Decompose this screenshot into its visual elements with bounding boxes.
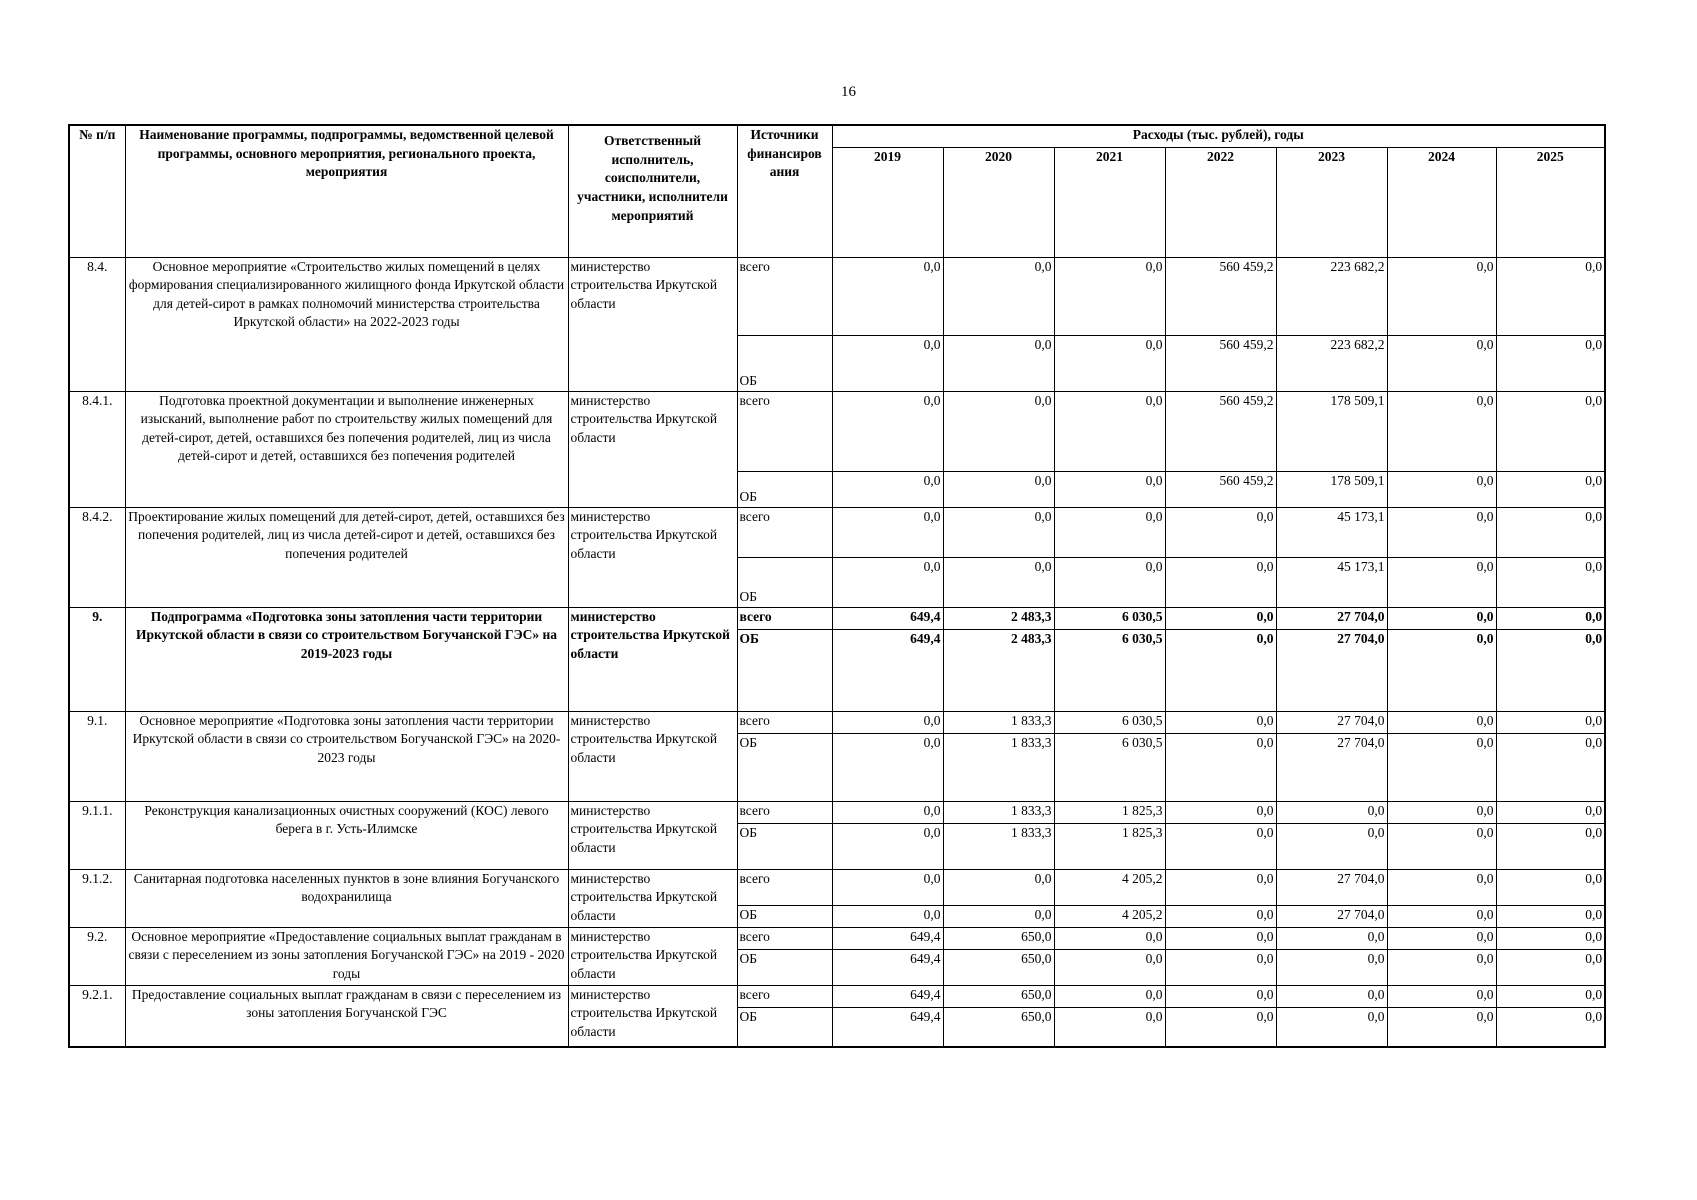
row-value: 0,0: [1387, 949, 1496, 985]
row-value: 0,0: [832, 507, 943, 557]
row-name: Реконструкция канализационных очистных сооружений (КОС) левого берега в г. Усть-Илимске: [125, 801, 568, 869]
row-value: 0,0: [1165, 927, 1276, 949]
row-value: 0,0: [832, 335, 943, 391]
row-value: 223 682,2: [1276, 335, 1387, 391]
row-value: 0,0: [1387, 557, 1496, 607]
row-value: 1 825,3: [1054, 801, 1165, 823]
row-value: 2 483,3: [943, 629, 1054, 711]
row-value: 0,0: [1165, 905, 1276, 927]
row-value: 4 205,2: [1054, 869, 1165, 905]
table-row: [69, 801, 1605, 823]
row-value: 0,0: [1496, 257, 1605, 335]
table-row: [69, 391, 1605, 471]
row-value: 0,0: [1387, 985, 1496, 1007]
row-value: 1 825,3: [1054, 823, 1165, 869]
row-source: всего: [737, 801, 832, 823]
row-number: 8.4.2.: [69, 507, 125, 607]
row-value: 0,0: [1496, 335, 1605, 391]
table-row: [69, 927, 1605, 949]
row-value: 0,0: [1054, 985, 1165, 1007]
row-value: 45 173,1: [1276, 557, 1387, 607]
row-number: 9.2.1.: [69, 985, 125, 1047]
header-year: 2019: [832, 147, 943, 257]
header-name: Наименование программы, подпрограммы, ведомственной целевой программы, основного мероприятия, регионального проекта, мероприятия: [125, 125, 568, 257]
header-year: 2022: [1165, 147, 1276, 257]
row-value: 0,0: [1496, 949, 1605, 985]
row-value: 0,0: [1054, 507, 1165, 557]
row-value: 0,0: [832, 801, 943, 823]
row-value: 0,0: [1496, 391, 1605, 471]
row-value: 0,0: [1387, 905, 1496, 927]
row-value: 0,0: [1165, 629, 1276, 711]
row-value: 178 509,1: [1276, 391, 1387, 471]
row-responsible: министерство строительства Иркутской области: [568, 927, 737, 985]
row-value: 223 682,2: [1276, 257, 1387, 335]
row-value: 0,0: [943, 507, 1054, 557]
row-responsible: министерство строительства Иркутской области: [568, 257, 737, 391]
row-number: 9.2.: [69, 927, 125, 985]
row-source: всего: [737, 507, 832, 557]
row-source: всего: [737, 985, 832, 1007]
header-year: 2024: [1387, 147, 1496, 257]
row-value: 27 704,0: [1276, 607, 1387, 629]
row-value: 650,0: [943, 949, 1054, 985]
row-value: 0,0: [943, 391, 1054, 471]
row-value: 6 030,5: [1054, 607, 1165, 629]
row-value: 0,0: [1387, 629, 1496, 711]
row-value: 0,0: [1387, 391, 1496, 471]
row-value: 0,0: [1496, 869, 1605, 905]
row-value: 649,4: [832, 1007, 943, 1047]
row-value: 0,0: [1496, 927, 1605, 949]
row-value: 4 205,2: [1054, 905, 1165, 927]
row-value: 0,0: [943, 257, 1054, 335]
row-value: 0,0: [1496, 711, 1605, 733]
header-no: № п/п: [69, 125, 125, 257]
row-source: ОБ: [737, 949, 832, 985]
row-value: 0,0: [1496, 1007, 1605, 1047]
row-source: ОБ: [737, 557, 832, 607]
row-source: всего: [737, 869, 832, 905]
row-source: всего: [737, 927, 832, 949]
row-source: всего: [737, 711, 832, 733]
row-value: 0,0: [1165, 869, 1276, 905]
row-value: 0,0: [1496, 733, 1605, 801]
row-value: 650,0: [943, 985, 1054, 1007]
row-value: 0,0: [1496, 607, 1605, 629]
header-year: 2020: [943, 147, 1054, 257]
row-value: 0,0: [943, 335, 1054, 391]
row-value: 6 030,5: [1054, 711, 1165, 733]
row-value: 0,0: [1165, 985, 1276, 1007]
table-row: [69, 607, 1605, 629]
row-value: 1 833,3: [943, 711, 1054, 733]
row-value: 650,0: [943, 927, 1054, 949]
row-source: ОБ: [737, 905, 832, 927]
row-source: ОБ: [737, 733, 832, 801]
table-body: [69, 257, 1605, 1047]
row-value: 0,0: [1165, 949, 1276, 985]
row-name: Предоставление социальных выплат гражданам в связи с переселением из зоны затопления Богучанской ГЭС: [125, 985, 568, 1047]
row-value: 650,0: [943, 1007, 1054, 1047]
row-value: 649,4: [832, 629, 943, 711]
row-value: 0,0: [1387, 1007, 1496, 1047]
table-row: [69, 869, 1605, 905]
row-value: 0,0: [1054, 927, 1165, 949]
row-source: ОБ: [737, 335, 832, 391]
row-value: 560 459,2: [1165, 471, 1276, 507]
header-year: 2021: [1054, 147, 1165, 257]
row-value: 0,0: [1496, 823, 1605, 869]
row-value: 0,0: [1387, 733, 1496, 801]
row-value: 0,0: [1054, 1007, 1165, 1047]
row-value: 0,0: [1276, 801, 1387, 823]
row-value: 0,0: [1165, 801, 1276, 823]
row-source: ОБ: [737, 629, 832, 711]
row-value: 0,0: [832, 733, 943, 801]
header-source: Источники финансиров ания: [737, 125, 832, 257]
row-responsible: министерство строительства Иркутской области: [568, 607, 737, 711]
row-value: 6 030,5: [1054, 733, 1165, 801]
row-value: 0,0: [1276, 1007, 1387, 1047]
row-value: 0,0: [1496, 629, 1605, 711]
row-name: Подготовка проектной документации и выполнение инженерных изысканий, выполнение работ по строительству жилых помещений для детей-сирот, детей, оставшихся без попечения родителей, лиц из числа детей-сирот и детей, оставшихся без попечения родителей: [125, 391, 568, 507]
row-value: 0,0: [1387, 823, 1496, 869]
row-name: Основное мероприятие «Строительство жилых помещений в целях формирования специализированного жилищного фонда Иркутской области для детей-сирот в рамках полномочий министерства строительства Иркутской области» на 2022-2023 годы: [125, 257, 568, 391]
row-value: 0,0: [1387, 471, 1496, 507]
row-value: 0,0: [1165, 607, 1276, 629]
row-responsible: министерство строительства Иркутской области: [568, 869, 737, 927]
row-value: 27 704,0: [1276, 905, 1387, 927]
row-responsible: министерство строительства Иркутской области: [568, 507, 737, 607]
row-value: 6 030,5: [1054, 629, 1165, 711]
table-row: [69, 985, 1605, 1007]
row-value: 0,0: [832, 823, 943, 869]
row-name: Санитарная подготовка населенных пунктов в зоне влияния Богучанского водохранилища: [125, 869, 568, 927]
row-value: 0,0: [1387, 335, 1496, 391]
row-value: 0,0: [832, 711, 943, 733]
row-value: 560 459,2: [1165, 391, 1276, 471]
row-value: 0,0: [943, 557, 1054, 607]
row-value: 1 833,3: [943, 801, 1054, 823]
row-value: 0,0: [943, 471, 1054, 507]
row-number: 9.1.: [69, 711, 125, 801]
row-responsible: министерство строительства Иркутской области: [568, 391, 737, 507]
row-value: 0,0: [1496, 985, 1605, 1007]
row-value: 0,0: [1387, 507, 1496, 557]
row-value: 0,0: [1387, 257, 1496, 335]
row-value: 0,0: [1276, 823, 1387, 869]
row-number: 9.: [69, 607, 125, 711]
row-value: 0,0: [1387, 869, 1496, 905]
row-value: 0,0: [943, 905, 1054, 927]
row-number: 9.1.2.: [69, 869, 125, 927]
row-value: 0,0: [1496, 471, 1605, 507]
row-name: Подпрограмма «Подготовка зоны затопления части территории Иркутской области в связи со строительством Богучанской ГЭС» на 2019-2023 годы: [125, 607, 568, 711]
row-value: 1 833,3: [943, 733, 1054, 801]
row-value: 560 459,2: [1165, 257, 1276, 335]
row-value: 649,4: [832, 949, 943, 985]
row-value: 178 509,1: [1276, 471, 1387, 507]
row-value: 0,0: [1054, 557, 1165, 607]
row-value: 27 704,0: [1276, 629, 1387, 711]
row-value: 0,0: [1165, 507, 1276, 557]
row-value: 27 704,0: [1276, 733, 1387, 801]
header-year: 2023: [1276, 147, 1387, 257]
row-value: 0,0: [1165, 823, 1276, 869]
table-row: [69, 711, 1605, 733]
row-value: 0,0: [1496, 507, 1605, 557]
row-value: 649,4: [832, 607, 943, 629]
row-value: 45 173,1: [1276, 507, 1387, 557]
row-responsible: министерство строительства Иркутской области: [568, 711, 737, 801]
row-name: Основное мероприятие «Подготовка зоны затопления части территории Иркутской области в связи со строительством Богучанской ГЭС» на 2020-2023 годы: [125, 711, 568, 801]
row-value: 0,0: [1054, 257, 1165, 335]
row-value: 0,0: [1276, 985, 1387, 1007]
row-value: 0,0: [1387, 801, 1496, 823]
row-value: 0,0: [832, 557, 943, 607]
row-value: 27 704,0: [1276, 711, 1387, 733]
row-value: 649,4: [832, 985, 943, 1007]
row-value: 0,0: [1276, 949, 1387, 985]
row-value: 0,0: [1054, 471, 1165, 507]
table-row: [69, 507, 1605, 557]
row-value: 0,0: [1496, 801, 1605, 823]
row-value: 0,0: [1165, 1007, 1276, 1047]
row-source: ОБ: [737, 1007, 832, 1047]
table-row: [69, 257, 1605, 335]
row-number: 8.4.1.: [69, 391, 125, 507]
row-value: 2 483,3: [943, 607, 1054, 629]
header-responsible: Ответственный исполнитель, соисполнители, участники, исполнители мероприятий: [568, 125, 737, 257]
row-value: 0,0: [1165, 557, 1276, 607]
row-value: 0,0: [832, 905, 943, 927]
row-value: 0,0: [832, 869, 943, 905]
row-value: 0,0: [1165, 733, 1276, 801]
row-value: 0,0: [1054, 949, 1165, 985]
row-value: 27 704,0: [1276, 869, 1387, 905]
budget-table: [68, 124, 1606, 1048]
header-expenses: Расходы (тыс. рублей), годы: [832, 125, 1605, 147]
row-value: 0,0: [1276, 927, 1387, 949]
row-number: 9.1.1.: [69, 801, 125, 869]
row-name: Проектирование жилых помещений для детей-сирот, детей, оставшихся без попечения родителей, лиц из числа детей-сирот и детей, оставшихся без попечения родителей: [125, 507, 568, 607]
row-value: 560 459,2: [1165, 335, 1276, 391]
row-source: всего: [737, 257, 832, 335]
header-year: 2025: [1496, 147, 1605, 257]
page-number: 16: [841, 84, 856, 100]
row-responsible: министерство строительства Иркутской области: [568, 985, 737, 1047]
row-number: 8.4.: [69, 257, 125, 391]
row-value: 649,4: [832, 927, 943, 949]
row-name: Основное мероприятие «Предоставление социальных выплат гражданам в связи с переселением из зоны затопления Богучанской ГЭС» на 2019 - 2020 годы: [125, 927, 568, 985]
row-source: всего: [737, 607, 832, 629]
row-value: 0,0: [832, 257, 943, 335]
row-value: 0,0: [1054, 335, 1165, 391]
row-value: 0,0: [943, 869, 1054, 905]
row-value: 1 833,3: [943, 823, 1054, 869]
row-value: 0,0: [1165, 711, 1276, 733]
row-value: 0,0: [1387, 607, 1496, 629]
row-value: 0,0: [832, 391, 943, 471]
row-value: 0,0: [832, 471, 943, 507]
row-source: всего: [737, 391, 832, 471]
row-value: 0,0: [1496, 905, 1605, 927]
row-value: 0,0: [1496, 557, 1605, 607]
row-value: 0,0: [1054, 391, 1165, 471]
row-source: ОБ: [737, 823, 832, 869]
row-value: 0,0: [1387, 927, 1496, 949]
row-responsible: министерство строительства Иркутской области: [568, 801, 737, 869]
row-source: ОБ: [737, 471, 832, 507]
row-value: 0,0: [1387, 711, 1496, 733]
table-header: [69, 125, 1605, 257]
